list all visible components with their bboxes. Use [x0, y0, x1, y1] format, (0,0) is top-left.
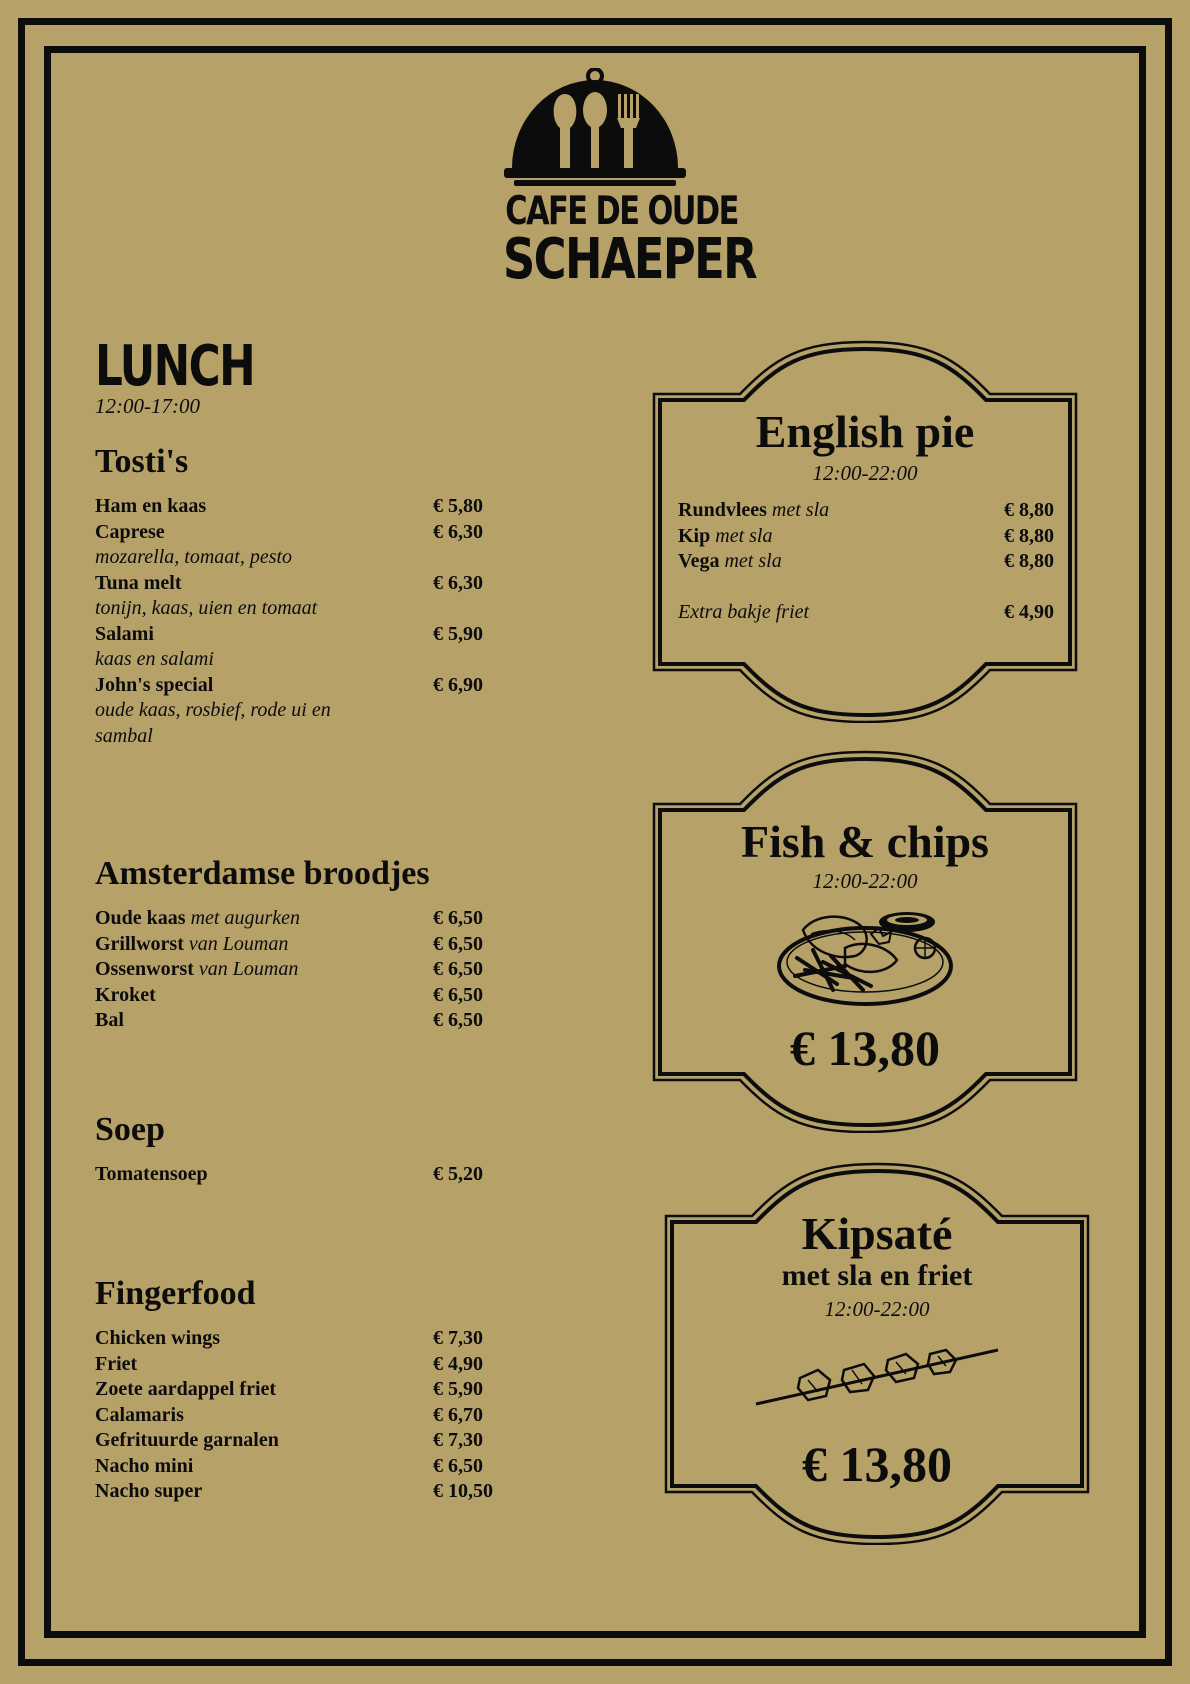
item-name: Tomatensoep — [95, 1163, 208, 1185]
menu-item — [95, 1479, 515, 1505]
item-name: Rundvlees — [678, 499, 767, 521]
item-note: van Louman — [198, 958, 299, 980]
section-title: Fingerfood — [95, 1275, 256, 1312]
section-soep — [95, 1110, 515, 1188]
item-name: John's special — [95, 673, 214, 696]
item-note: met sla — [715, 524, 773, 547]
item-name: Nacho super — [95, 1480, 203, 1502]
item-price: € 10,50 — [433, 1480, 493, 1502]
badge-price: € 13,80 — [802, 1436, 952, 1492]
menu-item — [95, 1377, 515, 1403]
item-note: met augurken — [190, 907, 301, 929]
item-price: € 6,90 — [433, 673, 483, 696]
section-title: Amsterdamse broodjes — [95, 855, 430, 892]
section-tostis — [95, 442, 515, 749]
item-description: kaas en salami — [95, 648, 214, 670]
item-name: Ossenworst — [95, 958, 194, 980]
item-price: € 6,50 — [433, 958, 483, 980]
item-name: Grillworst — [95, 932, 184, 955]
item-price: € 7,30 — [433, 1327, 483, 1349]
cafe-logo — [480, 68, 757, 292]
item-name: Caprese — [95, 520, 165, 543]
item-name: Kroket — [95, 983, 156, 1006]
badge-english-pie — [650, 338, 1080, 723]
menu-item — [95, 1162, 515, 1188]
item-note: met sla — [724, 550, 782, 572]
item-name: Bal — [95, 1009, 124, 1031]
section-broodjes — [95, 854, 515, 1034]
badge-hours: 12:00-22:00 — [824, 1297, 930, 1321]
menu-item — [95, 906, 515, 932]
badge-title: Kipsaté — [801, 1208, 953, 1259]
item-description: mozarella, tomaat, pesto — [95, 546, 293, 568]
badge-hours: 12:00-22:00 — [812, 461, 918, 485]
menu-item — [678, 498, 1054, 524]
item-description: oude kaas, rosbief, rode ui en sambal — [95, 699, 331, 747]
item-price: € 6,70 — [433, 1403, 483, 1426]
item-price: € 8,80 — [1004, 524, 1054, 547]
item-price: € 4,90 — [1004, 600, 1054, 623]
menu-item — [95, 1403, 515, 1429]
menu-item-extra — [678, 600, 1054, 626]
badge-fish-chips — [650, 748, 1080, 1133]
lunch-heading: LUNCH — [95, 334, 255, 399]
item-description: tonijn, kaas, uien en tomaat — [95, 597, 318, 619]
menu-item — [95, 1454, 515, 1480]
item-price: € 6,30 — [433, 571, 483, 594]
logo-text-cafe-de-oude: CAFE DE OUDE — [505, 189, 738, 234]
item-name: Tuna melt — [95, 571, 182, 594]
menu-item — [95, 622, 515, 648]
item-note: Extra bakje friet — [678, 600, 810, 623]
item-name: Zoete aardappel friet — [95, 1378, 277, 1400]
fish-and-chips-icon — [775, 900, 955, 1010]
item-price: € 6,50 — [433, 1009, 483, 1031]
menu-item — [95, 520, 515, 546]
cloche-cutlery-icon — [490, 68, 700, 190]
menu-item — [95, 957, 515, 983]
item-name: Nacho mini — [95, 1454, 194, 1477]
lunch-menu — [95, 334, 515, 1502]
item-price: € 8,80 — [1004, 550, 1054, 572]
item-price: € 5,80 — [433, 495, 483, 517]
item-price: € 6,50 — [433, 932, 483, 955]
badge-kipsate — [662, 1160, 1092, 1545]
item-name: Calamaris — [95, 1403, 184, 1426]
item-price: € 4,90 — [433, 1352, 483, 1375]
item-price: € 7,30 — [433, 1429, 483, 1451]
item-price: € 5,20 — [433, 1163, 483, 1185]
menu-item — [95, 932, 515, 958]
item-price: € 5,90 — [433, 1378, 483, 1400]
section-title: Soep — [95, 1111, 165, 1148]
menu-item — [95, 1352, 515, 1378]
logo-text-schaeper: SCHAEPER — [503, 227, 757, 292]
item-name: Kip — [678, 524, 711, 547]
menu-item — [95, 1008, 515, 1034]
item-price: € 6,30 — [433, 520, 483, 543]
menu-item — [95, 983, 515, 1009]
badge-price: € 13,80 — [790, 1020, 940, 1076]
satay-skewer-icon — [752, 1336, 1002, 1416]
menu-item — [95, 1428, 515, 1454]
item-price: € 8,80 — [1004, 499, 1054, 521]
item-price: € 6,50 — [433, 1454, 483, 1477]
badge-hours: 12:00-22:00 — [812, 869, 918, 893]
badge-title: English pie — [755, 406, 975, 457]
item-note: met sla — [771, 499, 830, 521]
menu-item — [95, 673, 515, 699]
item-name: Gefrituurde garnalen — [95, 1429, 279, 1451]
item-name: Salami — [95, 622, 154, 645]
menu-item — [95, 494, 515, 520]
badge-subtitle: met sla en friet — [781, 1259, 973, 1292]
item-name: Friet — [95, 1352, 138, 1375]
menu-item — [678, 524, 1054, 550]
item-price: € 5,90 — [433, 622, 483, 645]
badge-title: Fish & chips — [741, 816, 989, 867]
menu-item — [95, 1326, 515, 1352]
item-name: Ham en kaas — [95, 495, 207, 517]
item-price: € 6,50 — [433, 907, 483, 929]
menu-item — [95, 571, 515, 597]
menu-item — [678, 549, 1054, 575]
pie-list — [678, 498, 1054, 625]
item-note: van Louman — [188, 932, 289, 955]
item-name: Chicken wings — [95, 1327, 221, 1349]
item-price: € 6,50 — [433, 983, 483, 1006]
section-fingerfood — [95, 1274, 515, 1505]
item-name: Oude kaas — [95, 907, 186, 929]
lunch-hours: 12:00-17:00 — [95, 394, 200, 418]
item-name: Vega — [678, 550, 720, 572]
section-title: Tosti's — [95, 443, 189, 480]
